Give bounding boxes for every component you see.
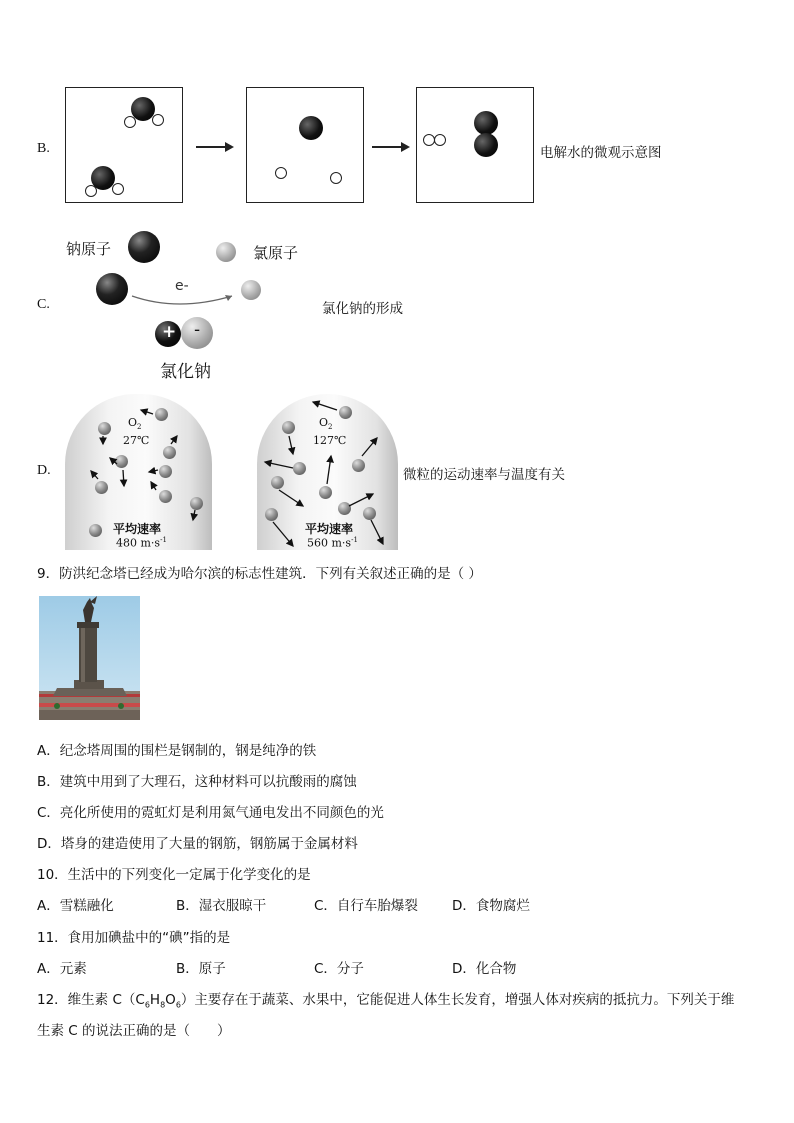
hydrogen-atom — [112, 183, 124, 195]
chlorine-atom-label: 氯原子 — [253, 244, 299, 262]
reaction-arrow — [372, 146, 408, 148]
option-b-letter: B. — [37, 141, 50, 156]
oxygen-atom — [474, 133, 498, 157]
option-c-caption: 氯化钠的形成 — [322, 301, 403, 317]
electron-label: e- — [175, 278, 189, 294]
plus-sign: + — [162, 322, 177, 342]
question-11-stem: 11．食用加碘盐中的“碘”指的是 — [37, 930, 231, 946]
question-11-option-b: B．原子 — [176, 961, 226, 977]
reaction-arrow — [196, 146, 232, 148]
hydrogen-atom — [85, 185, 97, 197]
option-d-caption: 微粒的运动速率与温度有关 — [403, 467, 565, 483]
temperature-label: 127℃ — [313, 434, 347, 447]
question-9-option-a: A．纪念塔周围的围栏是钢制的，钢是纯净的铁 — [37, 743, 317, 759]
average-speed-value: 480 $m\cdot s^{-1}$ — [116, 536, 167, 550]
option-b-caption: 电解水的微观示意图 — [540, 145, 662, 161]
gas-formula: $O_2$ — [128, 416, 142, 432]
average-speed-value: 560 $m\cdot s^{-1}$ — [307, 536, 358, 550]
question-10-option-d: D．食物腐烂 — [452, 898, 530, 914]
chlorine-atom — [216, 242, 236, 262]
question-9-option-b: B．建筑中用到了大理石，这种材料可以抗酸雨的腐蚀 — [37, 774, 357, 790]
option-c-letter: C. — [37, 297, 50, 312]
temperature-label: 27℃ — [123, 434, 150, 447]
flood-memorial-tower-photo — [39, 596, 140, 720]
hydrogen-atom — [275, 167, 287, 179]
average-speed-label: 平均速率 — [305, 522, 354, 536]
question-9-option-c: C．亮化所使用的霓虹灯是利用氮气通电发出不同颜色的光 — [37, 805, 384, 821]
oxygen-tube-127c — [257, 394, 398, 550]
sodium-atom-label: 钠原子 — [66, 240, 112, 258]
minus-sign: - — [194, 320, 201, 340]
hydrogen-atom — [152, 114, 164, 126]
oxygen-tube-27c — [65, 394, 212, 550]
hydrogen-atom — [124, 116, 136, 128]
hydrogen-atom — [330, 172, 342, 184]
sodium-atom — [128, 231, 160, 263]
question-10-option-b: B．湿衣服晾干 — [176, 898, 267, 914]
product-molecules-panel — [416, 87, 534, 203]
oxygen-atom — [299, 116, 323, 140]
question-12-stem-line-2: 生素 C 的说法正确的是（ ） — [37, 1023, 231, 1039]
question-11-option-a: A．元素 — [37, 961, 87, 977]
question-11-option-d: D．化合物 — [452, 961, 517, 977]
chlorine-atom — [241, 280, 261, 300]
sodium-atom — [96, 273, 128, 305]
question-10-option-c: C．自行车胎爆裂 — [314, 898, 418, 914]
oxygen-atom — [474, 111, 498, 135]
question-12-stem-line-1: 12．维生素 $C(C_6H_8O_6)$主要存在于蔬菜、水果中，它能促进人体生长发育，增强人体对疾病的抵抗力。下列关于维 — [37, 992, 735, 1010]
question-9-stem: 9．防洪纪念塔已经成为哈尔滨的标志性建筑．下列有关叙述正确的是（ ） — [37, 566, 482, 582]
option-d-letter: D. — [37, 463, 51, 478]
gas-formula: $O_2$ — [319, 416, 333, 432]
sodium-chloride-label: 氯化钠 — [160, 362, 211, 382]
separated-atoms-panel — [246, 87, 364, 203]
hydrogen-atom — [434, 134, 446, 146]
question-11-option-c: C．分子 — [314, 961, 364, 977]
question-10-option-a: A．雪糕融化 — [37, 898, 114, 914]
water-molecules-panel — [65, 87, 183, 203]
average-speed-label: 平均速率 — [113, 522, 162, 536]
question-9-option-d: D．塔身的建造使用了大量的钢筋，钢筋属于金属材料 — [37, 836, 358, 852]
question-10-stem: 10．生活中的下列变化一定属于化学变化的是 — [37, 867, 311, 883]
